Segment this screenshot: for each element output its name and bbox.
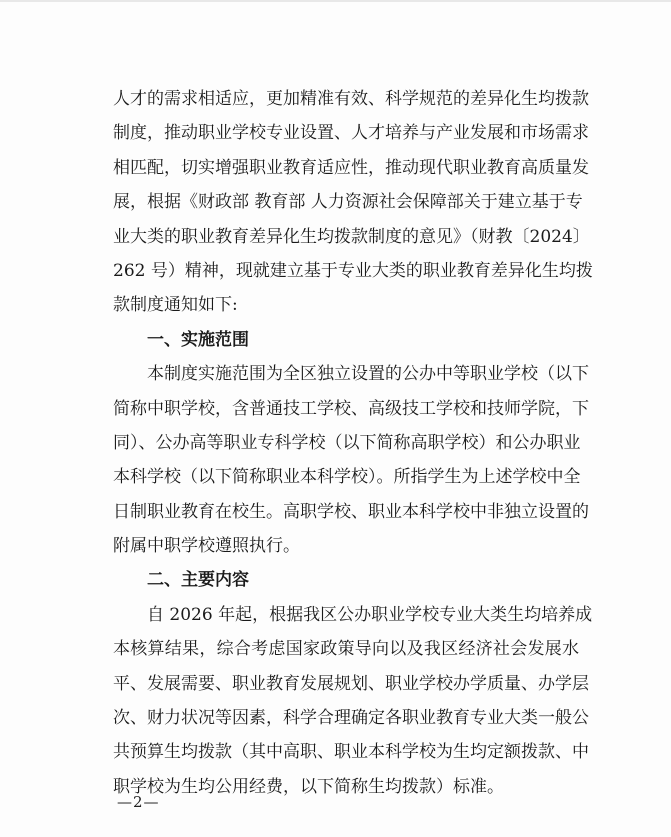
intro-line: 262 号）精神，现就建立基于专业大类的职业教育差异化生均拨 [113,260,593,281]
intro-line: 制度，推动职业学校专业设置、人才培养与产业发展和市场需求 [113,123,589,144]
scope-line: 本科学校（以下简称职业本科学校）。所指学生为上述学校中全 [113,467,581,488]
scope-line: 附属中职学校遵照执行。 [113,536,300,557]
scope-line: 本制度实施范围为全区独立设置的公办中等职业学校（以下 [147,364,589,385]
section-heading-scope: 一、实施范围 [147,329,249,350]
scope-line: 同）、公办高等职业专科学校（以下简称高职学校）和公办职业 [113,432,581,453]
scope-line: 简称中职学校，含普通技工学校、高级技工学校和技师学院，下 [113,398,589,419]
intro-line: 人才的需求相适应，更加精准有效、科学规范的差异化生均拨款 [113,89,589,109]
content-line: 自 2026 年起，根据我区公办职业学校专业大类生均培养成 [147,604,593,625]
document-body [113,82,593,804]
content-line: 平、发展需要、职业教育发展规划、职业学校办学质量、办学层 [113,673,589,694]
content-line: 本核算结果，综合考虑国家政策导向以及我区经济社会发展水 [113,639,579,660]
intro-line: 款制度通知如下: [113,295,238,316]
section-heading-content: 二、主要内容 [147,570,249,591]
content-line: 职学校为生均公用经费，以下简称生均拨款）标准。 [113,776,504,797]
intro-line: 业大类的职业教育差异化生均拨款制度的意见》（财教〔2024〕 [113,226,590,247]
page-number: —2— [117,793,160,811]
intro-line: 相匹配，切实增强职业教育适应性，推动现代职业教育高质量发 [113,157,589,178]
content-line: 共预算生均拨款（其中高职、职业本科学校为生均定额拨款、中 [113,742,589,763]
content-line: 次、财力状况等因素，科学合理确定各职业教育专业大类一般公 [113,708,589,729]
scope-line: 日制职业教育在校生。高职学校、职业本科学校中非独立设置的 [113,501,589,522]
page-top-edge [0,0,671,2]
intro-line: 展，根据《财政部 教育部 人力资源社会保障部关于建立基于专 [113,192,583,213]
